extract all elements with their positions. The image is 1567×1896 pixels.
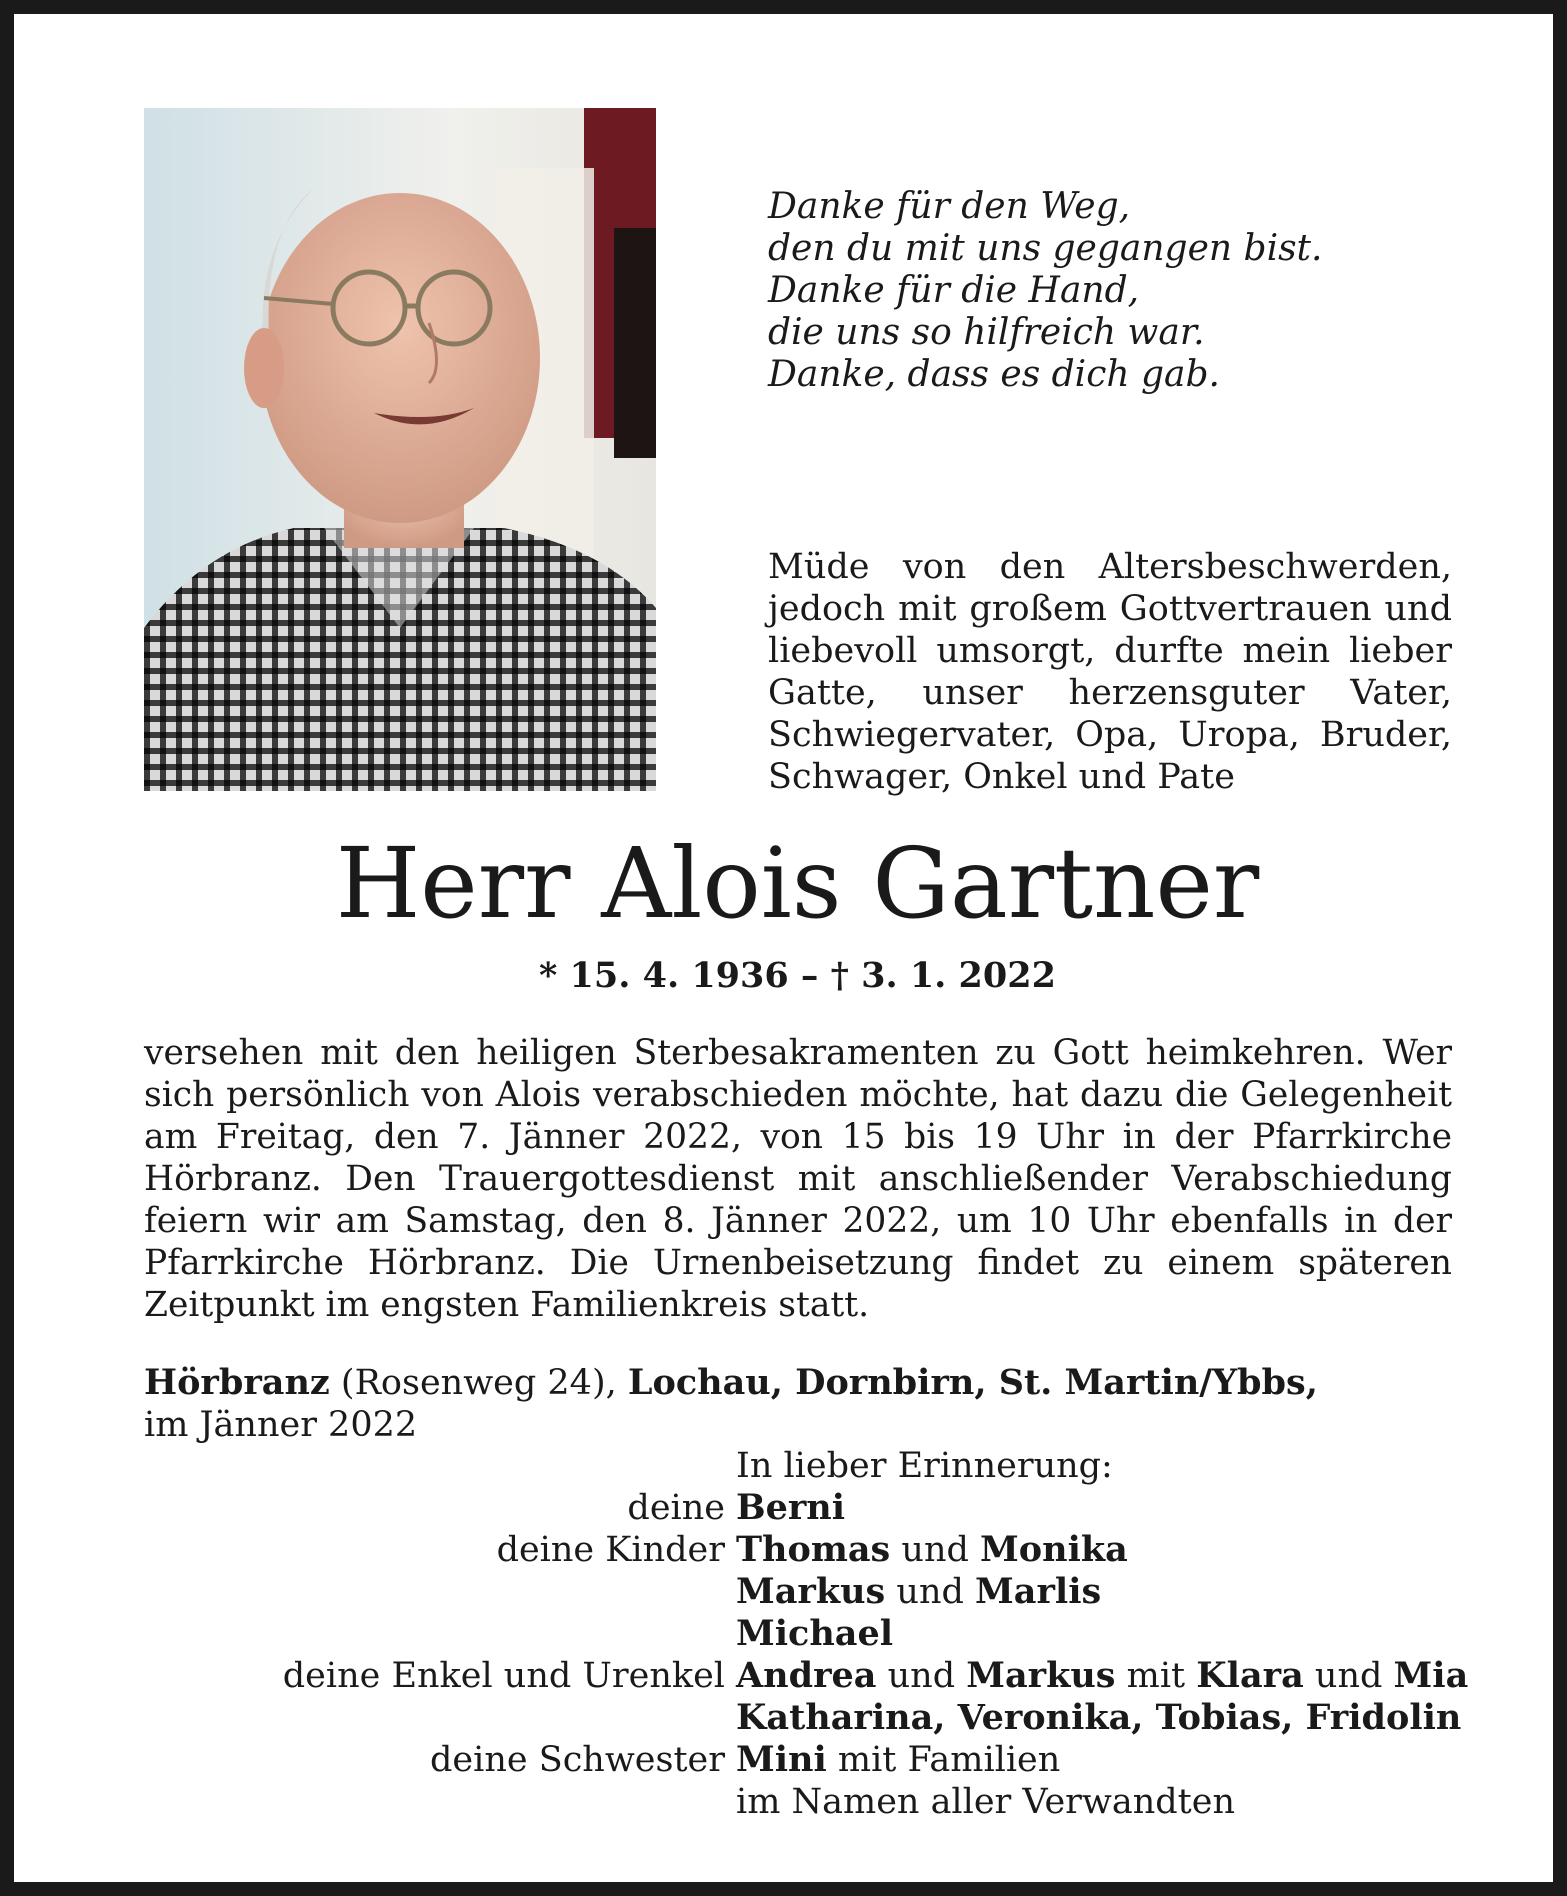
- memory-heading: In lieber Erinnerung:: [736, 1446, 1113, 1486]
- town: Hörbranz: [144, 1362, 330, 1403]
- signature-name: Marlis: [975, 1571, 1102, 1612]
- signature-name: Andrea: [736, 1655, 877, 1696]
- signature-name: Mini: [736, 1739, 827, 1780]
- signature-row-grandchildren: [14, 1655, 1567, 1697]
- signature-label: deine Schwester: [430, 1740, 725, 1780]
- intro-paragraph: Müde von den Altersbeschwerden, jedoch mit großem Gottvertrauen und liebevoll umsorgt, durfte mein lieber Gatte, unser herzensguter Vater, Schwiegervater, Opa, Uropa, Bruder, Schwager, Onkel und Pate: [768, 547, 1452, 797]
- poem-line: die uns so hilfreich war.: [768, 312, 1205, 353]
- signature-row-sister: [14, 1739, 1567, 1781]
- signature-row-children-3: [14, 1613, 1567, 1655]
- signature-name: Markus: [736, 1571, 886, 1612]
- connector-text: mit Familien: [837, 1740, 1061, 1780]
- deceased-name: Herr Alois Gartner: [335, 827, 1260, 940]
- connector-text: und: [901, 1530, 969, 1570]
- address: (Rosenweg 24),: [340, 1363, 617, 1403]
- signature-label: deine: [627, 1488, 725, 1528]
- signature-name: Markus: [966, 1655, 1116, 1696]
- signature-row-grandchildren-2: [14, 1697, 1567, 1739]
- signature-row-closing: [14, 1781, 1567, 1823]
- other-towns: Lochau, Dornbirn, St. Martin/Ybbs,: [627, 1362, 1318, 1403]
- signature-label: deine Kinder: [496, 1530, 725, 1570]
- signature-name: Monika: [980, 1529, 1128, 1570]
- signature-name: Thomas: [736, 1529, 891, 1570]
- connector-text: und: [896, 1572, 964, 1612]
- portrait-photo: [144, 108, 656, 791]
- connector-text: und: [1314, 1656, 1383, 1696]
- poem: [768, 186, 1468, 396]
- portrait-icon: [144, 108, 656, 791]
- month-year: im Jänner 2022: [144, 1405, 418, 1445]
- signature-row-wife: [14, 1487, 1567, 1529]
- closing-line: im Namen aller Verwandten: [736, 1782, 1235, 1822]
- poem-line: den du mit uns gegangen bist.: [768, 228, 1323, 269]
- place-and-date: [144, 1362, 1452, 1446]
- signature-label: deine Enkel und Urenkel: [282, 1656, 725, 1696]
- signature-row-children-2: [14, 1571, 1567, 1613]
- life-dates: * 15. 4. 1936 – † 3. 1. 2022: [539, 955, 1056, 996]
- poem-line: Danke für die Hand,: [768, 270, 1140, 311]
- signature-name: Klara: [1196, 1655, 1304, 1696]
- signature-name: Mia: [1393, 1655, 1469, 1696]
- announcement-body: versehen mit den heiligen Sterbesakramenten zu Gott heimkehren. Wer sich persönlich von Alois verabschieden möchte, hat dazu die Gelegenheit am Freitag, den 7. Jänner 2022, von 15 bis 19 Uhr in der Pfarrkirche Hörbranz. Den Trauergottesdienst mit anschließender Verabschiedung feiern wir am Samstag, den 8. Jänner 2022, um 10 Uhr ebenfalls in der Pfarrkirche Hörbranz. Die Urnenbeisetzung findet zu einem späteren Zeitpunkt im engsten Familienkreis statt.: [144, 1033, 1452, 1325]
- poem-line: Danke, dass es dich gab.: [768, 354, 1220, 395]
- signature-row-children: [14, 1529, 1567, 1571]
- signature-name: Michael: [736, 1613, 894, 1654]
- signature-name: Berni: [736, 1487, 846, 1528]
- connector-text: und: [887, 1656, 956, 1696]
- signature-name: Katharina, Veronika, Tobias, Fridolin: [736, 1697, 1462, 1738]
- poem-line: Danke für den Weg,: [768, 186, 1131, 227]
- connector-text: mit: [1126, 1656, 1186, 1696]
